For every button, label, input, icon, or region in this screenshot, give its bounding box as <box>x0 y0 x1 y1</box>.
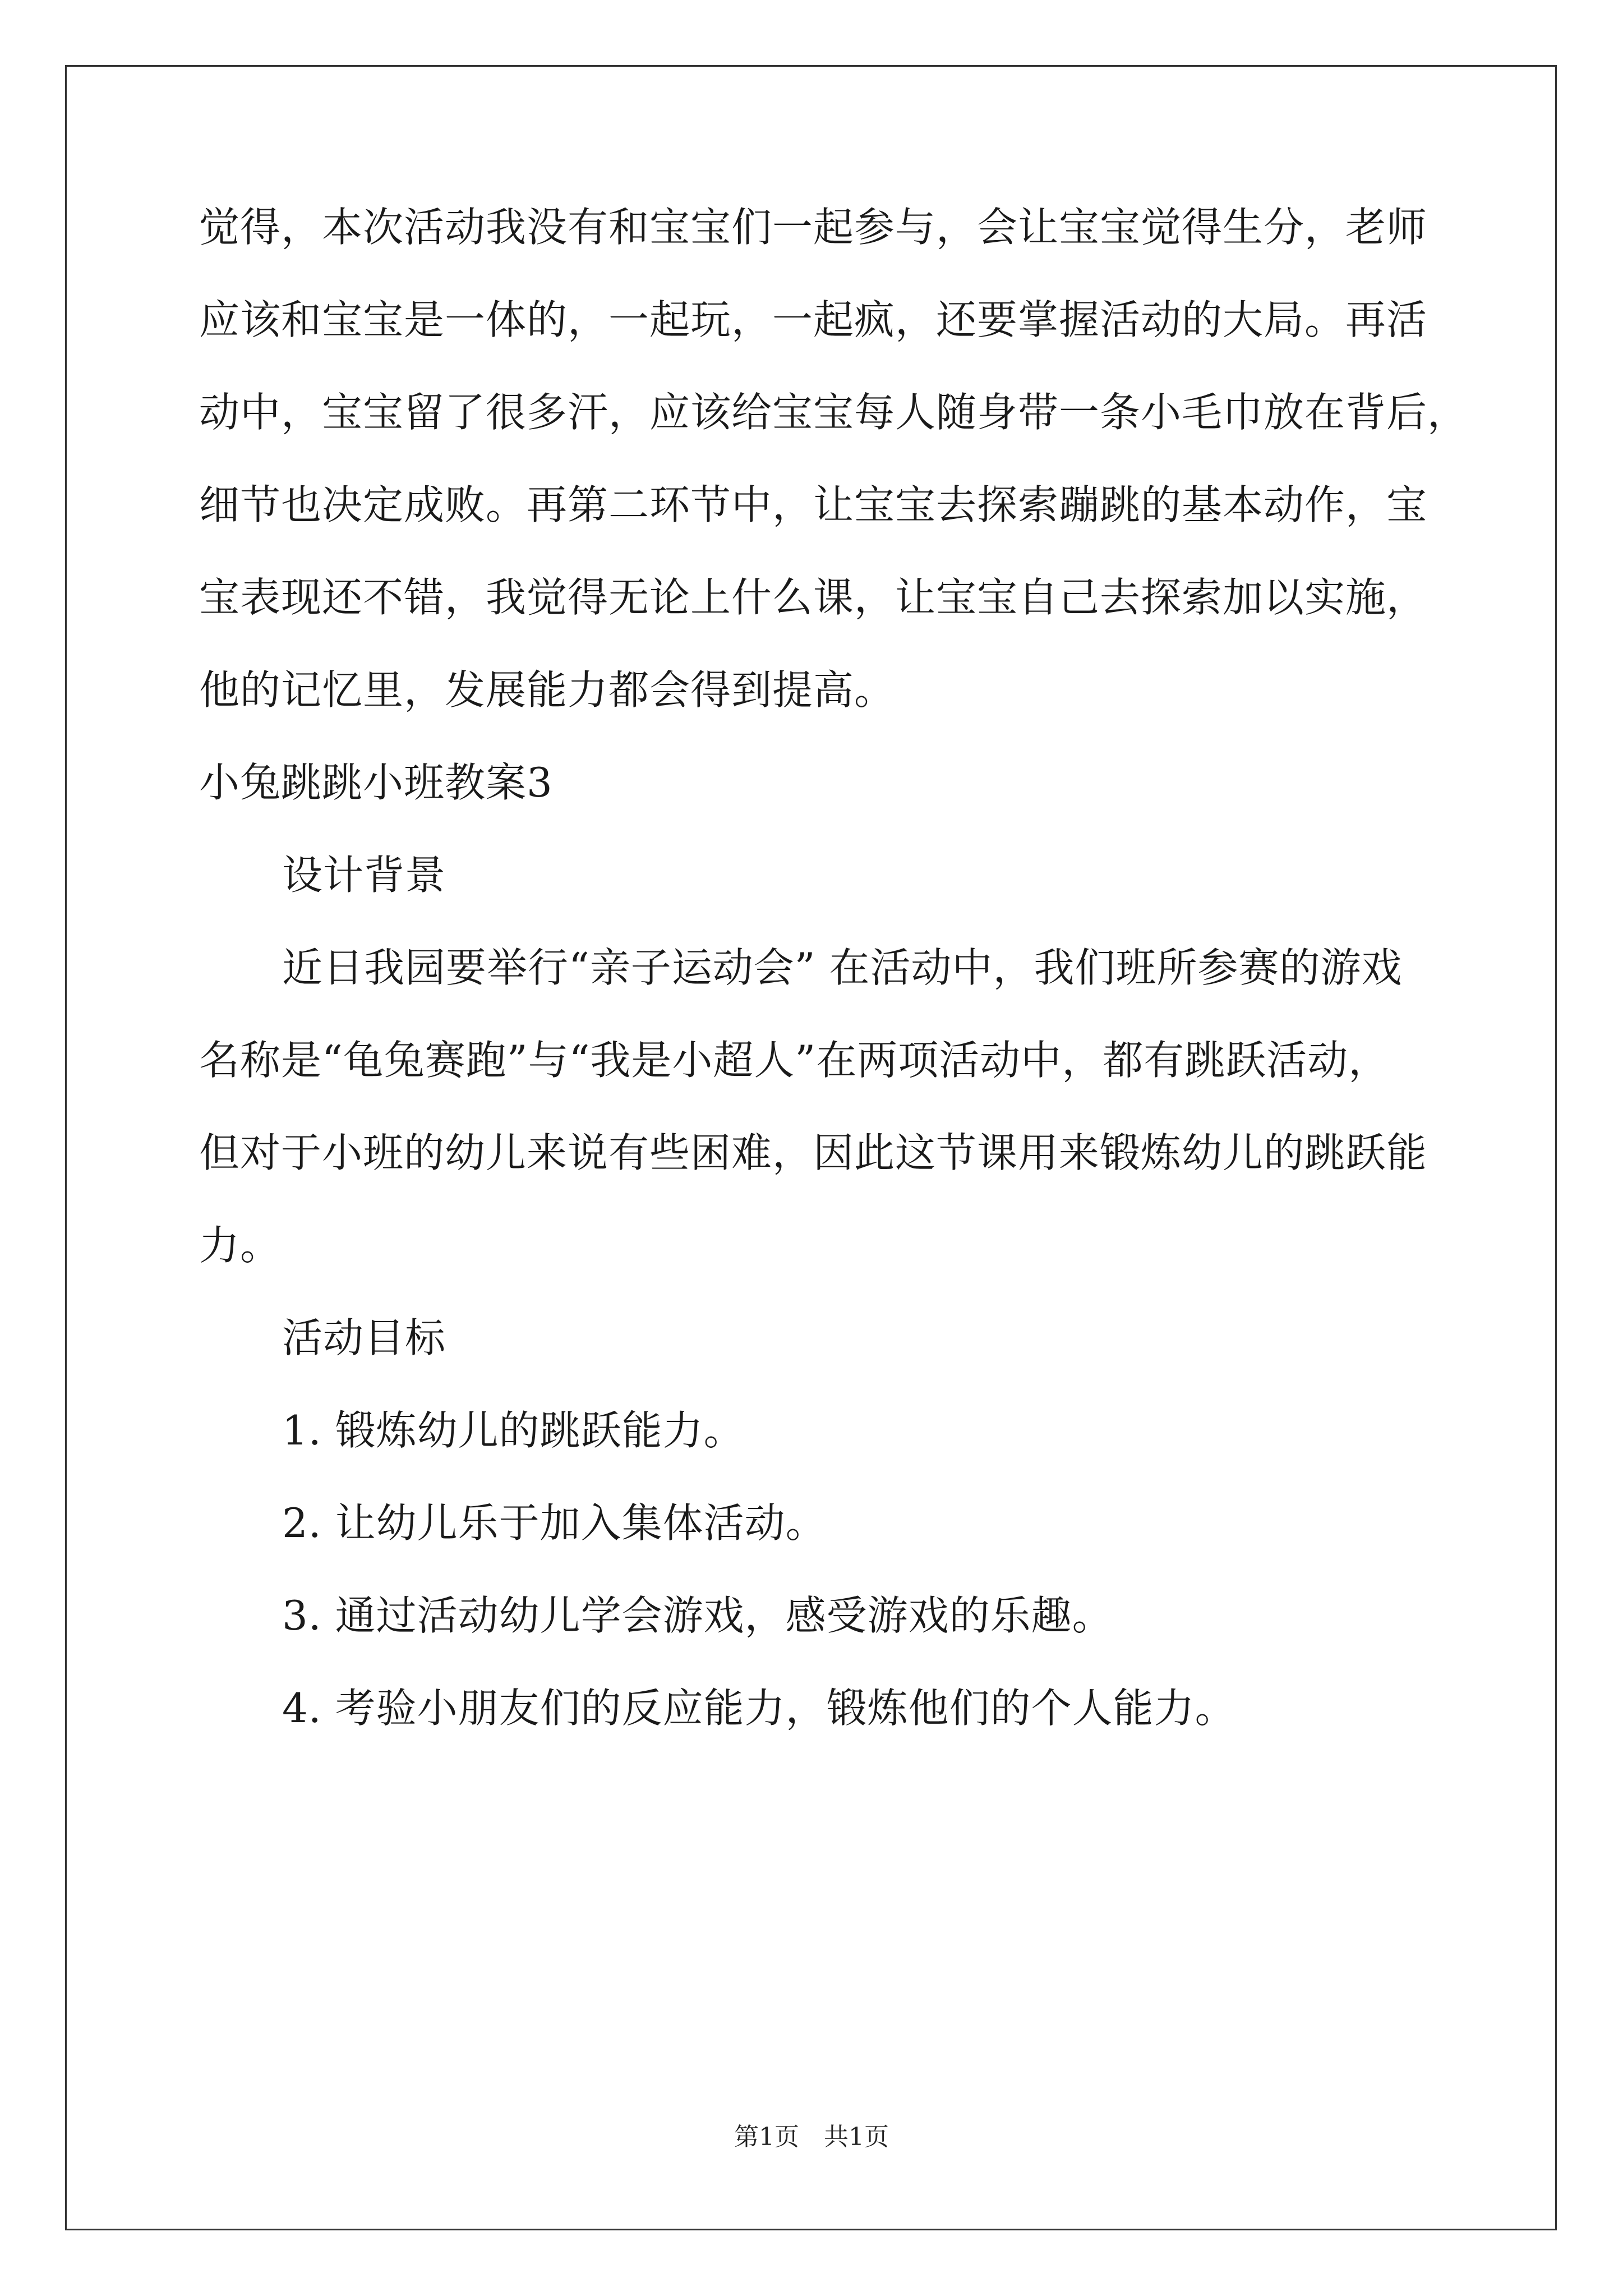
design-line: 近日我园要举行“亲子运动会” 在活动中，我们班所参赛的游戏 <box>282 944 1403 991</box>
paragraph-line: 应该和宝宝是一体的，一起玩，一起疯，还要掌握活动的大局。再活 <box>199 296 1428 343</box>
design-line: 力。 <box>199 1222 282 1269</box>
section-title: 小兔跳跳小班教案3 <box>199 759 553 806</box>
goal-item: 1. 锻炼幼儿的跳跃能力。 <box>282 1407 745 1454</box>
paragraph-line: 细节也决定成败。再第二环节中，让宝宝去探索蹦跳的基本动作，宝 <box>199 481 1428 528</box>
design-line: 名称是“龟兔赛跑”与“我是小超人”在两项活动中，都有跳跃活动， <box>199 1037 1390 1084</box>
goal-item: 4. 考验小朋友们的反应能力，锻炼他们的个人能力。 <box>282 1685 1236 1732</box>
paragraph-line: 宝表现还不错，我觉得无论上什么课，让宝宝自己去探索加以实施， <box>199 574 1428 621</box>
paragraph-line: 他的记忆里，发展能力都会得到提高。 <box>199 666 896 714</box>
goals-heading: 活动目标 <box>282 1314 446 1361</box>
goal-item: 3. 通过活动幼儿学会游戏，感受游戏的乐趣。 <box>282 1592 1113 1639</box>
goal-item: 2. 让幼儿乐于加入集体活动。 <box>282 1499 827 1547</box>
paragraph-line: 动中，宝宝留了很多汗，应该给宝宝每人随身带一条小毛巾放在背后， <box>199 389 1469 436</box>
page-footer: 第1页 共1页 <box>734 2123 889 2151</box>
paragraph-line: 觉得，本次活动我没有和宝宝们一起参与，会让宝宝觉得生分，老师 <box>199 204 1428 251</box>
design-heading: 设计背景 <box>282 852 446 899</box>
design-line: 但对于小班的幼儿来说有些困难，因此这节课用来锻炼幼儿的跳跃能 <box>199 1129 1428 1176</box>
